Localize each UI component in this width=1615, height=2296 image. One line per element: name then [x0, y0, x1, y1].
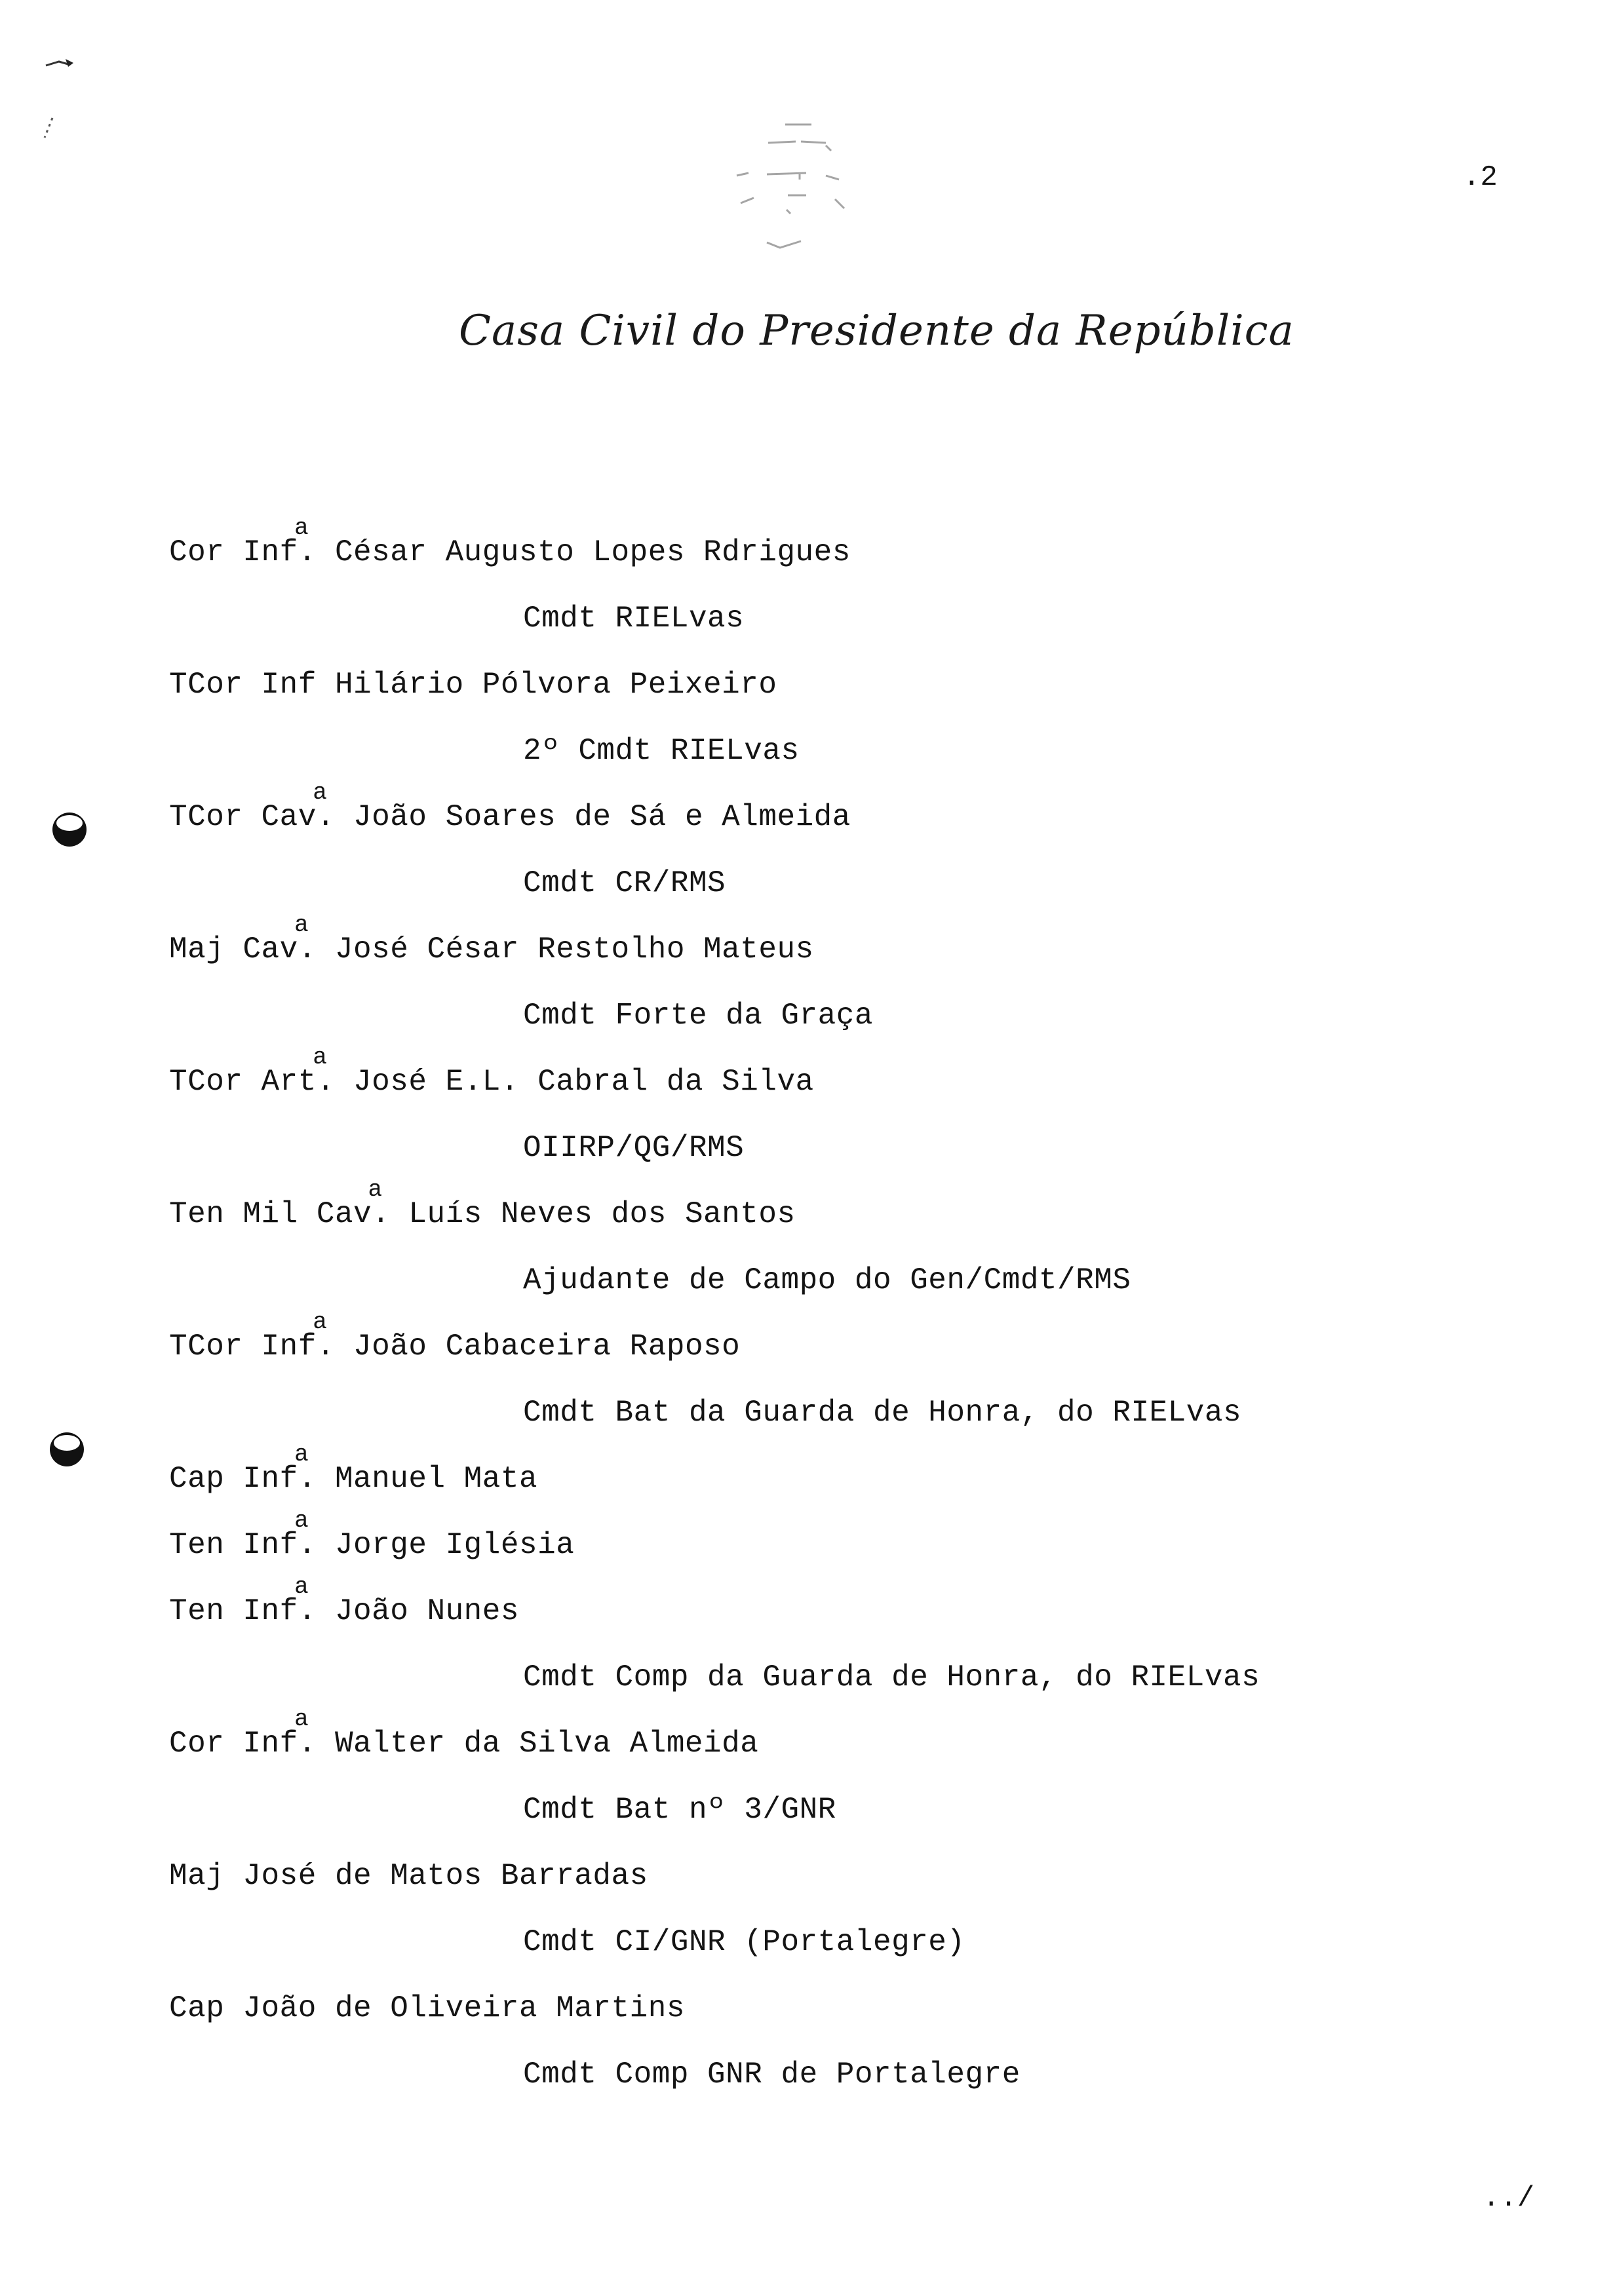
entry-role: OIIRP/QG/RMS — [523, 1131, 745, 1165]
entry-name — [169, 1573, 519, 1628]
entry-branch — [316, 1176, 391, 1231]
entry-rank: Cap — [169, 1462, 243, 1496]
entry-rank: Ten — [169, 1594, 243, 1628]
entry-name — [169, 1507, 575, 1562]
entry-role: 2º Cmdt RIELvas — [523, 734, 800, 768]
entry-branch — [243, 911, 317, 966]
letterhead-title: Casa Civil do Presidente da República — [459, 307, 1294, 355]
entry-rank: TCor — [169, 1330, 262, 1364]
entry-rank: TCor — [169, 1065, 262, 1099]
entry-role: Cmdt CI/GNR (Portalegre) — [523, 1925, 965, 1959]
entry-person-name: Jorge Iglésia — [316, 1528, 575, 1562]
entry-branch-abbr: Inf. — [243, 1528, 317, 1562]
entry-role: Ajudante de Campo do Gen/Cmdt/RMS — [523, 1263, 1131, 1297]
entry-rank: Cap João de Oliveira Martins — [169, 1991, 685, 2025]
coat-of-arms-icon — [728, 111, 872, 262]
entry-person-name: José E.L. Cabral da Silva — [334, 1065, 814, 1099]
entry-branch-superscript: a — [368, 1176, 383, 1203]
entry-branch-abbr: Cav. — [316, 1197, 391, 1231]
entry-person-name: Walter da Silva Almeida — [316, 1727, 759, 1761]
entry-branch-superscript: a — [294, 1441, 309, 1468]
entry-branch-abbr: Inf. — [261, 1330, 335, 1364]
entry-branch — [261, 1309, 335, 1364]
entry-role: Cmdt Comp da Guarda de Honra, do RIELvas — [523, 1660, 1260, 1694]
page-number: .2 — [1463, 161, 1498, 194]
entry-person-name: Luís Neves dos Santos — [390, 1197, 796, 1231]
entry-branch-superscript: a — [313, 779, 328, 806]
entry-name — [169, 1176, 796, 1231]
entry-role: Cmdt RIELvas — [523, 602, 745, 636]
entry-branch-abbr: Inf. — [243, 535, 317, 569]
entry-rank: Maj José de Matos Barradas — [169, 1859, 648, 1893]
entry-branch-superscript: a — [313, 1309, 328, 1335]
entry-branch-superscript: a — [294, 1573, 309, 1600]
punch-hole-icon — [46, 1428, 88, 1470]
entry-rank: TCor — [169, 800, 262, 834]
entry-rank: TCor Inf Hilário Pólvora Peixeiro — [169, 668, 777, 702]
scan-mark — [39, 39, 79, 151]
entry-role: Cmdt Comp GNR de Portalegre — [523, 2057, 1021, 2092]
entry-branch — [243, 1573, 317, 1628]
entry-branch — [261, 1044, 335, 1099]
entry-person-name: João Nunes — [316, 1594, 519, 1628]
entry-name — [169, 1044, 814, 1099]
entry-branch — [261, 779, 335, 834]
entry-branch-abbr: Art. — [261, 1065, 335, 1099]
punch-hole-icon — [49, 809, 90, 851]
entry-role: Cmdt Bat da Guarda de Honra, do RIELvas — [523, 1396, 1242, 1430]
entry-person-name: João Cabaceira Raposo — [334, 1330, 741, 1364]
entry-name — [169, 1441, 538, 1496]
entry-branch-abbr: Inf. — [243, 1462, 317, 1496]
entry-rank: Cor — [169, 535, 243, 569]
entry-branch-superscript: a — [294, 1706, 309, 1732]
entry-rank: Ten — [169, 1528, 243, 1562]
entry-person-name: José César Restolho Mateus — [316, 932, 814, 966]
entry-rank: Cor — [169, 1727, 243, 1761]
entry-person-name: Manuel Mata — [316, 1462, 538, 1496]
entry-branch-abbr: Inf. — [243, 1727, 317, 1761]
entry-person-name: César Augusto Lopes Rdrigues — [316, 535, 851, 569]
entry-role: Cmdt Forte da Graça — [523, 999, 873, 1033]
entry-name — [169, 670, 777, 700]
entry-name — [169, 1993, 685, 2023]
entry-name — [169, 1861, 648, 1891]
entry-rank: Maj — [169, 932, 243, 966]
entry-branch-abbr: Inf. — [243, 1594, 317, 1628]
entry-branch — [243, 1507, 317, 1562]
entry-person-name: João Soares de Sá e Almeida — [334, 800, 851, 834]
entry-name — [169, 514, 851, 569]
entry-name — [169, 779, 851, 834]
entry-name — [169, 911, 814, 966]
entry-name — [169, 1706, 759, 1761]
entry-name — [169, 1309, 741, 1364]
entry-branch-superscript: a — [294, 1507, 309, 1534]
entry-role: Cmdt CR/RMS — [523, 866, 726, 900]
entry-rank: Ten Mil — [169, 1197, 317, 1231]
entry-branch — [243, 514, 317, 569]
entry-branch-superscript: a — [294, 514, 309, 541]
entry-branch — [243, 1441, 317, 1496]
entry-branch-superscript: a — [313, 1044, 328, 1071]
entry-branch — [243, 1706, 317, 1761]
entry-branch-abbr: Cav. — [243, 932, 317, 966]
continuation-mark: ../ — [1483, 2182, 1535, 2215]
entry-branch-superscript: a — [294, 911, 309, 938]
entry-role: Cmdt Bat nº 3/GNR — [523, 1793, 836, 1827]
entry-branch-abbr: Cav. — [261, 800, 335, 834]
